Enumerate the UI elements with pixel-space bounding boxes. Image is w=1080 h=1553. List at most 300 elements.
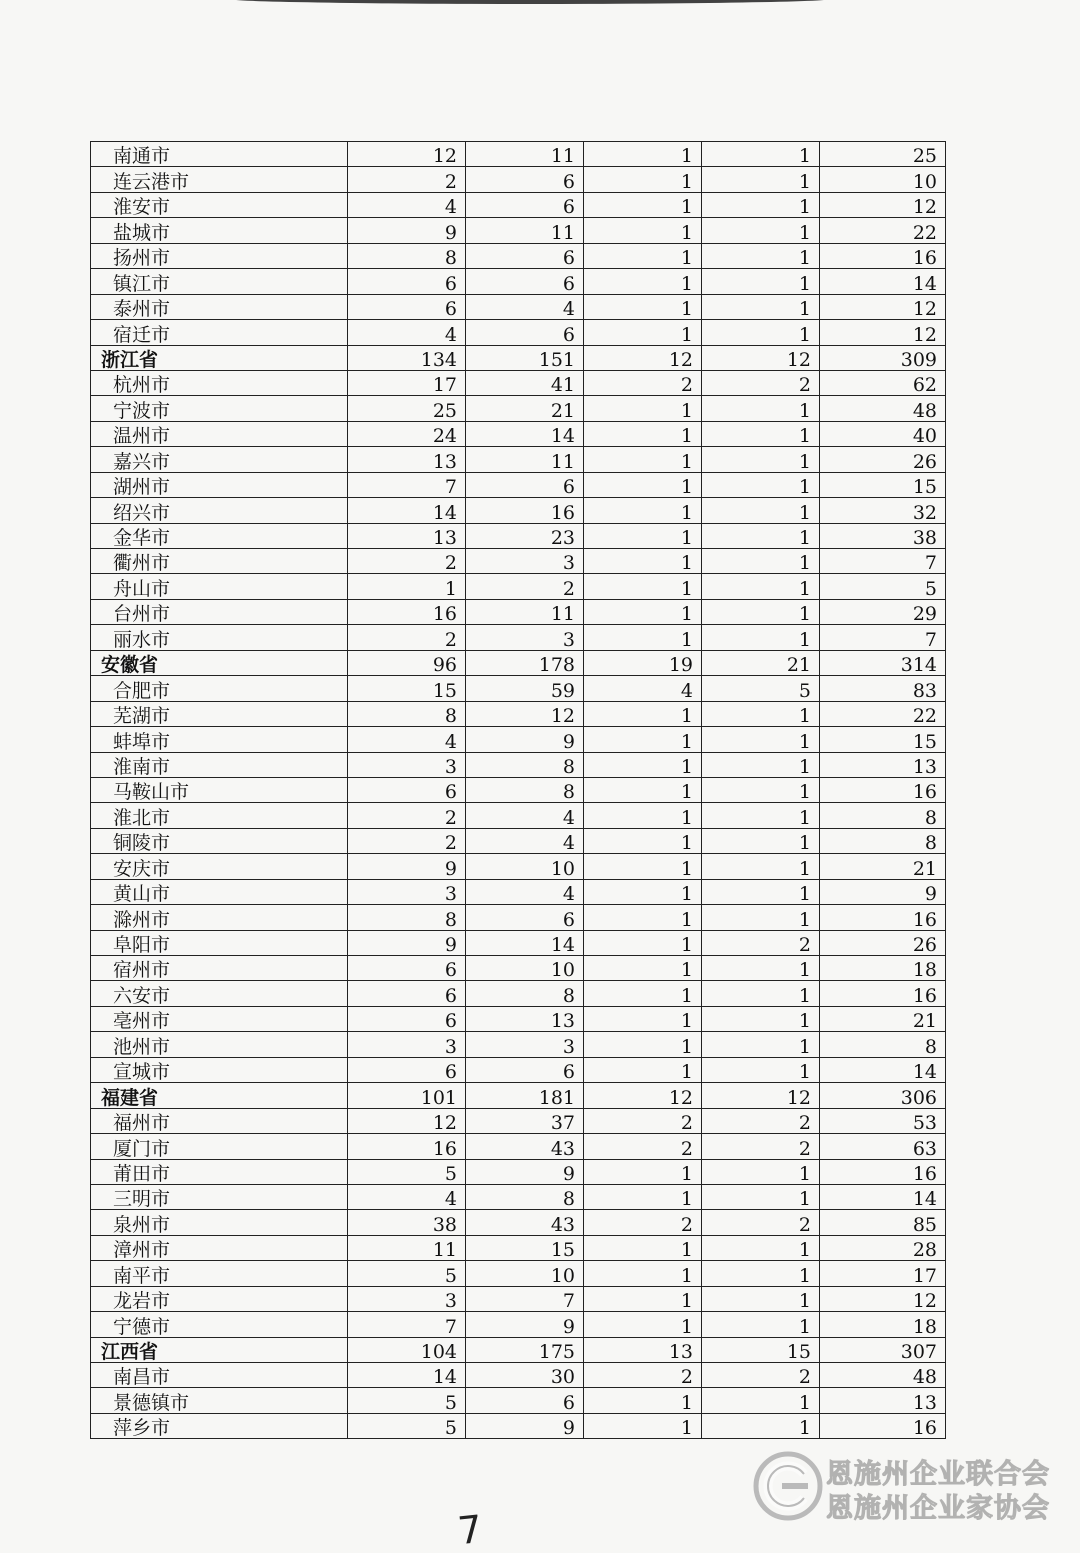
province-row bbox=[91, 1337, 946, 1362]
value-cell-5: 48 bbox=[820, 1363, 946, 1388]
value-cell-2: 14 bbox=[466, 421, 584, 446]
value-cell-3: 1 bbox=[584, 1006, 702, 1031]
value-cell-4: 1 bbox=[702, 218, 820, 243]
value-cell-4: 1 bbox=[702, 1261, 820, 1286]
value-cell-1: 7 bbox=[348, 1312, 466, 1337]
value-cell-1: 9 bbox=[348, 930, 466, 955]
region-name-cell: 盐城市 bbox=[91, 218, 348, 243]
region-name-cell: 宁德市 bbox=[91, 1312, 348, 1337]
region-name-cell: 安徽省 bbox=[91, 650, 348, 675]
value-cell-5: 85 bbox=[820, 1210, 946, 1235]
value-cell-5: 14 bbox=[820, 269, 946, 294]
value-cell-2: 6 bbox=[466, 243, 584, 268]
region-name-cell: 湖州市 bbox=[91, 472, 348, 497]
value-cell-4: 12 bbox=[702, 1083, 820, 1108]
value-cell-2: 43 bbox=[466, 1134, 584, 1159]
value-cell-5: 25 bbox=[820, 142, 946, 167]
value-cell-2: 6 bbox=[466, 192, 584, 217]
region-name-cell: 宁波市 bbox=[91, 396, 348, 421]
value-cell-4: 1 bbox=[702, 701, 820, 726]
value-cell-3: 1 bbox=[584, 549, 702, 574]
region-name-cell: 绍兴市 bbox=[91, 498, 348, 523]
region-name-cell: 衢州市 bbox=[91, 549, 348, 574]
value-cell-5: 16 bbox=[820, 1159, 946, 1184]
value-cell-5: 26 bbox=[820, 447, 946, 472]
value-cell-5: 63 bbox=[820, 1134, 946, 1159]
value-cell-2: 6 bbox=[466, 472, 584, 497]
city-row bbox=[91, 1312, 946, 1337]
value-cell-5: 12 bbox=[820, 320, 946, 345]
value-cell-1: 12 bbox=[348, 1108, 466, 1133]
value-cell-3: 1 bbox=[584, 396, 702, 421]
value-cell-2: 11 bbox=[466, 142, 584, 167]
value-cell-2: 8 bbox=[466, 777, 584, 802]
value-cell-5: 8 bbox=[820, 1032, 946, 1057]
value-cell-4: 1 bbox=[702, 625, 820, 650]
value-cell-1: 38 bbox=[348, 1210, 466, 1235]
value-cell-3: 1 bbox=[584, 701, 702, 726]
watermark-line-2: 恩施州企业家协会 bbox=[826, 1493, 1050, 1524]
city-row bbox=[91, 1184, 946, 1209]
value-cell-1: 6 bbox=[348, 1057, 466, 1082]
region-name-cell: 连云港市 bbox=[91, 167, 348, 192]
value-cell-5: 53 bbox=[820, 1108, 946, 1133]
city-row bbox=[91, 930, 946, 955]
value-cell-1: 4 bbox=[348, 320, 466, 345]
value-cell-3: 2 bbox=[584, 370, 702, 395]
value-cell-5: 307 bbox=[820, 1337, 946, 1362]
value-cell-4: 1 bbox=[702, 320, 820, 345]
value-cell-3: 1 bbox=[584, 498, 702, 523]
value-cell-2: 9 bbox=[466, 1413, 584, 1438]
value-cell-5: 16 bbox=[820, 777, 946, 802]
value-cell-2: 10 bbox=[466, 854, 584, 879]
region-name-cell: 淮安市 bbox=[91, 192, 348, 217]
value-cell-2: 21 bbox=[466, 396, 584, 421]
city-row bbox=[91, 1057, 946, 1082]
value-cell-1: 8 bbox=[348, 905, 466, 930]
city-row bbox=[91, 905, 946, 930]
value-cell-1: 3 bbox=[348, 752, 466, 777]
region-name-cell: 安庆市 bbox=[91, 854, 348, 879]
value-cell-3: 1 bbox=[584, 1312, 702, 1337]
value-cell-4: 1 bbox=[702, 1286, 820, 1311]
region-name-cell: 福建省 bbox=[91, 1083, 348, 1108]
value-cell-4: 1 bbox=[702, 447, 820, 472]
city-row bbox=[91, 1006, 946, 1031]
value-cell-1: 24 bbox=[348, 421, 466, 446]
value-cell-5: 16 bbox=[820, 243, 946, 268]
value-cell-5: 21 bbox=[820, 1006, 946, 1031]
value-cell-2: 178 bbox=[466, 650, 584, 675]
value-cell-1: 2 bbox=[348, 828, 466, 853]
value-cell-5: 26 bbox=[820, 930, 946, 955]
city-row bbox=[91, 370, 946, 395]
value-cell-4: 1 bbox=[702, 167, 820, 192]
value-cell-3: 2 bbox=[584, 1134, 702, 1159]
value-cell-5: 8 bbox=[820, 803, 946, 828]
value-cell-1: 134 bbox=[348, 345, 466, 370]
value-cell-4: 1 bbox=[702, 879, 820, 904]
city-row bbox=[91, 192, 946, 217]
value-cell-3: 1 bbox=[584, 1184, 702, 1209]
value-cell-2: 6 bbox=[466, 905, 584, 930]
city-row bbox=[91, 574, 946, 599]
value-cell-4: 1 bbox=[702, 1006, 820, 1031]
value-cell-3: 2 bbox=[584, 1210, 702, 1235]
value-cell-3: 1 bbox=[584, 523, 702, 548]
value-cell-3: 1 bbox=[584, 625, 702, 650]
value-cell-4: 15 bbox=[702, 1337, 820, 1362]
value-cell-5: 16 bbox=[820, 981, 946, 1006]
value-cell-1: 8 bbox=[348, 701, 466, 726]
value-cell-5: 21 bbox=[820, 854, 946, 879]
city-row bbox=[91, 320, 946, 345]
value-cell-5: 13 bbox=[820, 1388, 946, 1413]
value-cell-2: 3 bbox=[466, 549, 584, 574]
province-row bbox=[91, 1083, 946, 1108]
value-cell-1: 17 bbox=[348, 370, 466, 395]
value-cell-4: 1 bbox=[702, 599, 820, 624]
region-name-cell: 江西省 bbox=[91, 1337, 348, 1362]
value-cell-1: 4 bbox=[348, 727, 466, 752]
value-cell-5: 62 bbox=[820, 370, 946, 395]
value-cell-5: 32 bbox=[820, 498, 946, 523]
region-name-cell: 嘉兴市 bbox=[91, 447, 348, 472]
value-cell-1: 6 bbox=[348, 1006, 466, 1031]
value-cell-4: 1 bbox=[702, 1312, 820, 1337]
value-cell-4: 2 bbox=[702, 930, 820, 955]
value-cell-5: 12 bbox=[820, 192, 946, 217]
city-row bbox=[91, 1261, 946, 1286]
value-cell-2: 13 bbox=[466, 1006, 584, 1031]
value-cell-3: 1 bbox=[584, 1388, 702, 1413]
region-name-cell: 漳州市 bbox=[91, 1235, 348, 1260]
region-name-cell: 宿州市 bbox=[91, 956, 348, 981]
value-cell-1: 7 bbox=[348, 472, 466, 497]
value-cell-3: 1 bbox=[584, 930, 702, 955]
value-cell-2: 6 bbox=[466, 1057, 584, 1082]
city-row bbox=[91, 777, 946, 802]
value-cell-1: 5 bbox=[348, 1159, 466, 1184]
value-cell-1: 16 bbox=[348, 1134, 466, 1159]
value-cell-3: 2 bbox=[584, 1108, 702, 1133]
value-cell-5: 314 bbox=[820, 650, 946, 675]
region-name-cell: 六安市 bbox=[91, 981, 348, 1006]
city-row bbox=[91, 1235, 946, 1260]
region-name-cell: 萍乡市 bbox=[91, 1413, 348, 1438]
city-row bbox=[91, 1413, 946, 1438]
value-cell-5: 14 bbox=[820, 1057, 946, 1082]
value-cell-2: 6 bbox=[466, 167, 584, 192]
value-cell-5: 9 bbox=[820, 879, 946, 904]
value-cell-1: 2 bbox=[348, 803, 466, 828]
region-name-cell: 金华市 bbox=[91, 523, 348, 548]
region-name-cell: 景德镇市 bbox=[91, 1388, 348, 1413]
value-cell-2: 4 bbox=[466, 803, 584, 828]
value-cell-1: 1 bbox=[348, 574, 466, 599]
value-cell-3: 1 bbox=[584, 192, 702, 217]
value-cell-4: 1 bbox=[702, 396, 820, 421]
value-cell-1: 3 bbox=[348, 1286, 466, 1311]
value-cell-2: 2 bbox=[466, 574, 584, 599]
value-cell-5: 16 bbox=[820, 905, 946, 930]
city-row bbox=[91, 1108, 946, 1133]
value-cell-1: 3 bbox=[348, 1032, 466, 1057]
value-cell-3: 1 bbox=[584, 574, 702, 599]
value-cell-5: 12 bbox=[820, 294, 946, 319]
region-name-cell: 亳州市 bbox=[91, 1006, 348, 1031]
value-cell-5: 15 bbox=[820, 472, 946, 497]
page-edge-shadow bbox=[230, 0, 830, 4]
value-cell-3: 1 bbox=[584, 218, 702, 243]
region-name-cell: 台州市 bbox=[91, 599, 348, 624]
region-name-cell: 温州市 bbox=[91, 421, 348, 446]
value-cell-2: 4 bbox=[466, 879, 584, 904]
value-cell-1: 9 bbox=[348, 854, 466, 879]
value-cell-4: 1 bbox=[702, 1032, 820, 1057]
value-cell-1: 4 bbox=[348, 192, 466, 217]
value-cell-5: 309 bbox=[820, 345, 946, 370]
city-row bbox=[91, 599, 946, 624]
value-cell-3: 12 bbox=[584, 1083, 702, 1108]
value-cell-2: 12 bbox=[466, 701, 584, 726]
value-cell-2: 8 bbox=[466, 981, 584, 1006]
city-row bbox=[91, 218, 946, 243]
value-cell-1: 13 bbox=[348, 523, 466, 548]
value-cell-5: 83 bbox=[820, 676, 946, 701]
region-name-cell: 池州市 bbox=[91, 1032, 348, 1057]
city-row bbox=[91, 1159, 946, 1184]
value-cell-4: 1 bbox=[702, 828, 820, 853]
value-cell-2: 8 bbox=[466, 1184, 584, 1209]
value-cell-5: 306 bbox=[820, 1083, 946, 1108]
value-cell-3: 1 bbox=[584, 828, 702, 853]
value-cell-4: 1 bbox=[702, 981, 820, 1006]
value-cell-2: 3 bbox=[466, 625, 584, 650]
value-cell-2: 11 bbox=[466, 218, 584, 243]
city-row bbox=[91, 142, 946, 167]
value-cell-1: 2 bbox=[348, 549, 466, 574]
value-cell-4: 5 bbox=[702, 676, 820, 701]
city-row bbox=[91, 854, 946, 879]
value-cell-1: 2 bbox=[348, 167, 466, 192]
value-cell-3: 1 bbox=[584, 243, 702, 268]
value-cell-5: 16 bbox=[820, 1413, 946, 1438]
region-name-cell: 滁州市 bbox=[91, 905, 348, 930]
value-cell-3: 1 bbox=[584, 1235, 702, 1260]
value-cell-5: 7 bbox=[820, 625, 946, 650]
value-cell-5: 22 bbox=[820, 218, 946, 243]
value-cell-3: 1 bbox=[584, 1413, 702, 1438]
value-cell-3: 2 bbox=[584, 1363, 702, 1388]
region-name-cell: 三明市 bbox=[91, 1184, 348, 1209]
value-cell-3: 4 bbox=[584, 676, 702, 701]
value-cell-1: 5 bbox=[348, 1413, 466, 1438]
value-cell-5: 28 bbox=[820, 1235, 946, 1260]
value-cell-4: 21 bbox=[702, 650, 820, 675]
value-cell-3: 1 bbox=[584, 803, 702, 828]
city-row bbox=[91, 828, 946, 853]
region-name-cell: 泰州市 bbox=[91, 294, 348, 319]
value-cell-2: 43 bbox=[466, 1210, 584, 1235]
value-cell-2: 151 bbox=[466, 345, 584, 370]
watermark-line-1: 恩施州企业联合会 bbox=[826, 1459, 1050, 1490]
city-row bbox=[91, 498, 946, 523]
value-cell-2: 10 bbox=[466, 956, 584, 981]
value-cell-1: 25 bbox=[348, 396, 466, 421]
value-cell-3: 1 bbox=[584, 981, 702, 1006]
value-cell-3: 1 bbox=[584, 854, 702, 879]
value-cell-4: 1 bbox=[702, 803, 820, 828]
value-cell-2: 9 bbox=[466, 727, 584, 752]
city-row bbox=[91, 1210, 946, 1235]
value-cell-4: 2 bbox=[702, 1134, 820, 1159]
value-cell-1: 6 bbox=[348, 294, 466, 319]
province-row bbox=[91, 650, 946, 675]
city-row bbox=[91, 625, 946, 650]
value-cell-1: 6 bbox=[348, 956, 466, 981]
region-name-cell: 南通市 bbox=[91, 142, 348, 167]
region-name-cell: 浙江省 bbox=[91, 345, 348, 370]
city-row bbox=[91, 294, 946, 319]
value-cell-2: 6 bbox=[466, 1388, 584, 1413]
value-cell-4: 1 bbox=[702, 472, 820, 497]
value-cell-4: 1 bbox=[702, 243, 820, 268]
city-row bbox=[91, 549, 946, 574]
allocation-table bbox=[90, 141, 946, 1439]
value-cell-2: 16 bbox=[466, 498, 584, 523]
table-body bbox=[91, 142, 946, 1439]
value-cell-4: 1 bbox=[702, 294, 820, 319]
value-cell-1: 101 bbox=[348, 1083, 466, 1108]
page-number: 7 bbox=[455, 1506, 485, 1553]
city-row bbox=[91, 421, 946, 446]
value-cell-1: 16 bbox=[348, 599, 466, 624]
value-cell-2: 30 bbox=[466, 1363, 584, 1388]
value-cell-3: 1 bbox=[584, 320, 702, 345]
region-name-cell: 合肥市 bbox=[91, 676, 348, 701]
city-row bbox=[91, 243, 946, 268]
value-cell-4: 1 bbox=[702, 777, 820, 802]
region-name-cell: 龙岩市 bbox=[91, 1286, 348, 1311]
value-cell-5: 38 bbox=[820, 523, 946, 548]
value-cell-4: 1 bbox=[702, 905, 820, 930]
value-cell-5: 48 bbox=[820, 396, 946, 421]
value-cell-2: 6 bbox=[466, 269, 584, 294]
city-row bbox=[91, 472, 946, 497]
region-name-cell: 丽水市 bbox=[91, 625, 348, 650]
region-name-cell: 南昌市 bbox=[91, 1363, 348, 1388]
city-row bbox=[91, 956, 946, 981]
value-cell-1: 6 bbox=[348, 981, 466, 1006]
value-cell-3: 1 bbox=[584, 447, 702, 472]
city-row bbox=[91, 981, 946, 1006]
value-cell-3: 1 bbox=[584, 142, 702, 167]
value-cell-4: 2 bbox=[702, 1210, 820, 1235]
watermark bbox=[752, 1450, 1062, 1522]
region-name-cell: 扬州市 bbox=[91, 243, 348, 268]
value-cell-2: 23 bbox=[466, 523, 584, 548]
value-cell-4: 1 bbox=[702, 854, 820, 879]
value-cell-5: 15 bbox=[820, 727, 946, 752]
city-row bbox=[91, 167, 946, 192]
value-cell-2: 10 bbox=[466, 1261, 584, 1286]
value-cell-1: 12 bbox=[348, 142, 466, 167]
region-name-cell: 舟山市 bbox=[91, 574, 348, 599]
value-cell-3: 1 bbox=[584, 1261, 702, 1286]
region-name-cell: 宣城市 bbox=[91, 1057, 348, 1082]
value-cell-3: 1 bbox=[584, 1057, 702, 1082]
value-cell-1: 2 bbox=[348, 625, 466, 650]
region-name-cell: 莆田市 bbox=[91, 1159, 348, 1184]
value-cell-2: 41 bbox=[466, 370, 584, 395]
value-cell-3: 1 bbox=[584, 777, 702, 802]
value-cell-2: 6 bbox=[466, 320, 584, 345]
value-cell-3: 1 bbox=[584, 752, 702, 777]
value-cell-5: 14 bbox=[820, 1184, 946, 1209]
value-cell-5: 29 bbox=[820, 599, 946, 624]
value-cell-1: 9 bbox=[348, 218, 466, 243]
value-cell-4: 1 bbox=[702, 523, 820, 548]
region-name-cell: 南平市 bbox=[91, 1261, 348, 1286]
province-row bbox=[91, 345, 946, 370]
city-row bbox=[91, 752, 946, 777]
region-name-cell: 杭州市 bbox=[91, 370, 348, 395]
value-cell-2: 4 bbox=[466, 828, 584, 853]
region-name-cell: 厦门市 bbox=[91, 1134, 348, 1159]
city-row bbox=[91, 396, 946, 421]
region-name-cell: 铜陵市 bbox=[91, 828, 348, 853]
value-cell-4: 2 bbox=[702, 1363, 820, 1388]
value-cell-4: 1 bbox=[702, 1057, 820, 1082]
city-row bbox=[91, 1388, 946, 1413]
value-cell-5: 12 bbox=[820, 1286, 946, 1311]
city-row bbox=[91, 269, 946, 294]
value-cell-4: 1 bbox=[702, 956, 820, 981]
value-cell-3: 1 bbox=[584, 421, 702, 446]
region-name-cell: 马鞍山市 bbox=[91, 777, 348, 802]
value-cell-4: 1 bbox=[702, 1159, 820, 1184]
value-cell-2: 8 bbox=[466, 752, 584, 777]
value-cell-3: 1 bbox=[584, 905, 702, 930]
value-cell-4: 1 bbox=[702, 727, 820, 752]
value-cell-4: 1 bbox=[702, 1413, 820, 1438]
value-cell-1: 13 bbox=[348, 447, 466, 472]
value-cell-3: 1 bbox=[584, 599, 702, 624]
value-cell-4: 1 bbox=[702, 574, 820, 599]
value-cell-3: 1 bbox=[584, 1159, 702, 1184]
value-cell-4: 2 bbox=[702, 1108, 820, 1133]
value-cell-5: 22 bbox=[820, 701, 946, 726]
city-row bbox=[91, 1286, 946, 1311]
value-cell-2: 11 bbox=[466, 599, 584, 624]
value-cell-2: 14 bbox=[466, 930, 584, 955]
value-cell-1: 5 bbox=[348, 1261, 466, 1286]
value-cell-5: 5 bbox=[820, 574, 946, 599]
value-cell-3: 19 bbox=[584, 650, 702, 675]
value-cell-3: 12 bbox=[584, 345, 702, 370]
value-cell-5: 18 bbox=[820, 956, 946, 981]
value-cell-3: 1 bbox=[584, 1032, 702, 1057]
association-logo-icon bbox=[752, 1450, 824, 1522]
value-cell-4: 1 bbox=[702, 1235, 820, 1260]
value-cell-1: 104 bbox=[348, 1337, 466, 1362]
value-cell-4: 1 bbox=[702, 269, 820, 294]
value-cell-4: 1 bbox=[702, 1184, 820, 1209]
value-cell-5: 8 bbox=[820, 828, 946, 853]
value-cell-3: 1 bbox=[584, 956, 702, 981]
